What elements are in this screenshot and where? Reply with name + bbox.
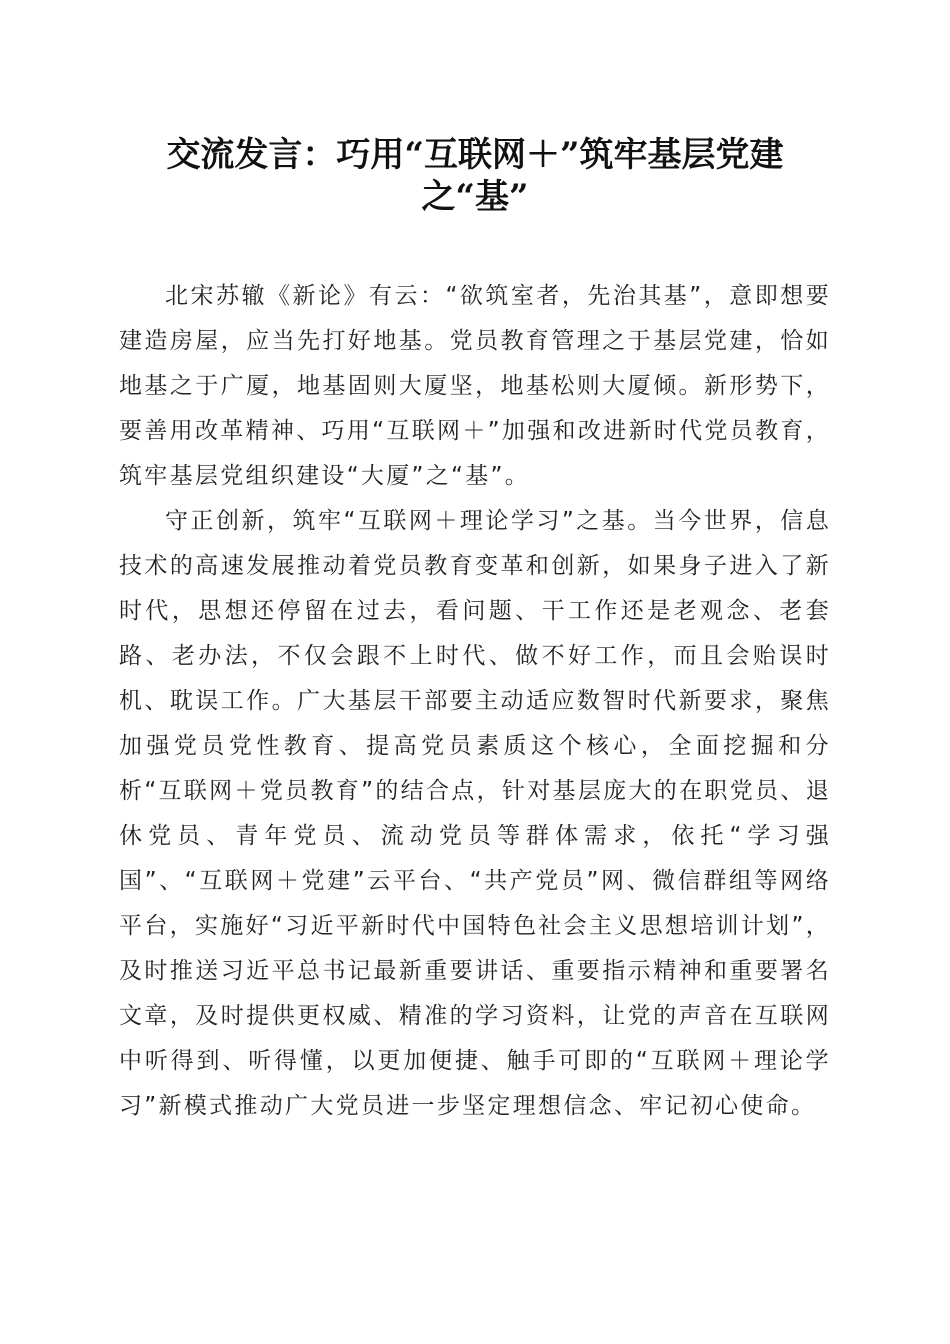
document-body xyxy=(119,274,831,1129)
paragraph-1: 北宋苏辙《新论》有云：“欲筑室者，先治其基”，意即想要建造房屋，应当先打好地基。党员教育管理之于基层党建，恰如地基之于广厦，地基固则大厦坚，地基松则大厦倾。新形势下，要善用改革精神、巧用“互联网＋”加强和改进新时代党员教育，筑牢基层党组织建设“大厦”之“基”。 xyxy=(119,283,831,489)
title-line-1: 交流发言：巧用“互联网＋”筑牢基层党建 xyxy=(166,135,784,175)
paragraph-2: 守正创新，筑牢“互联网＋理论学习”之基。当今世界，信息技术的高速发展推动着党员教育变革和创新，如果身子进入了新时代，思想还停留在过去，看问题、干工作还是老观念、老套路、老办法，不仅会跟不上时代、做不好工作，而且会贻误时机、耽误工作。广大基层干部要主动适应数智时代新要求，聚焦加强党员党性教育、提高党员素质这个核心，全面挖掘和分析“互联网＋党员教育”的结合点，针对基层庞大的在职党员、退休党员、青年党员、流动党员等群体需求，依托“学习强国”、“互联网＋党建”云平台、“共产党员”网、微信群组等网络平台，实施好“习近平新时代中国特色社会主义思想培训计划”，及时推送习近平总书记最新重要讲话、重要指示精神和重要署名文章，及时提供更权威、精准的学习资料，让党的声音在互联网中听得到、听得懂，以更加便捷、触手可即的“互联网＋理论学习”新模式推动广大党员进一步坚定理想信念、牢记初心使命。 xyxy=(119,508,831,1119)
document-title xyxy=(100,134,850,218)
title-line-2: 之“基” xyxy=(421,177,529,217)
